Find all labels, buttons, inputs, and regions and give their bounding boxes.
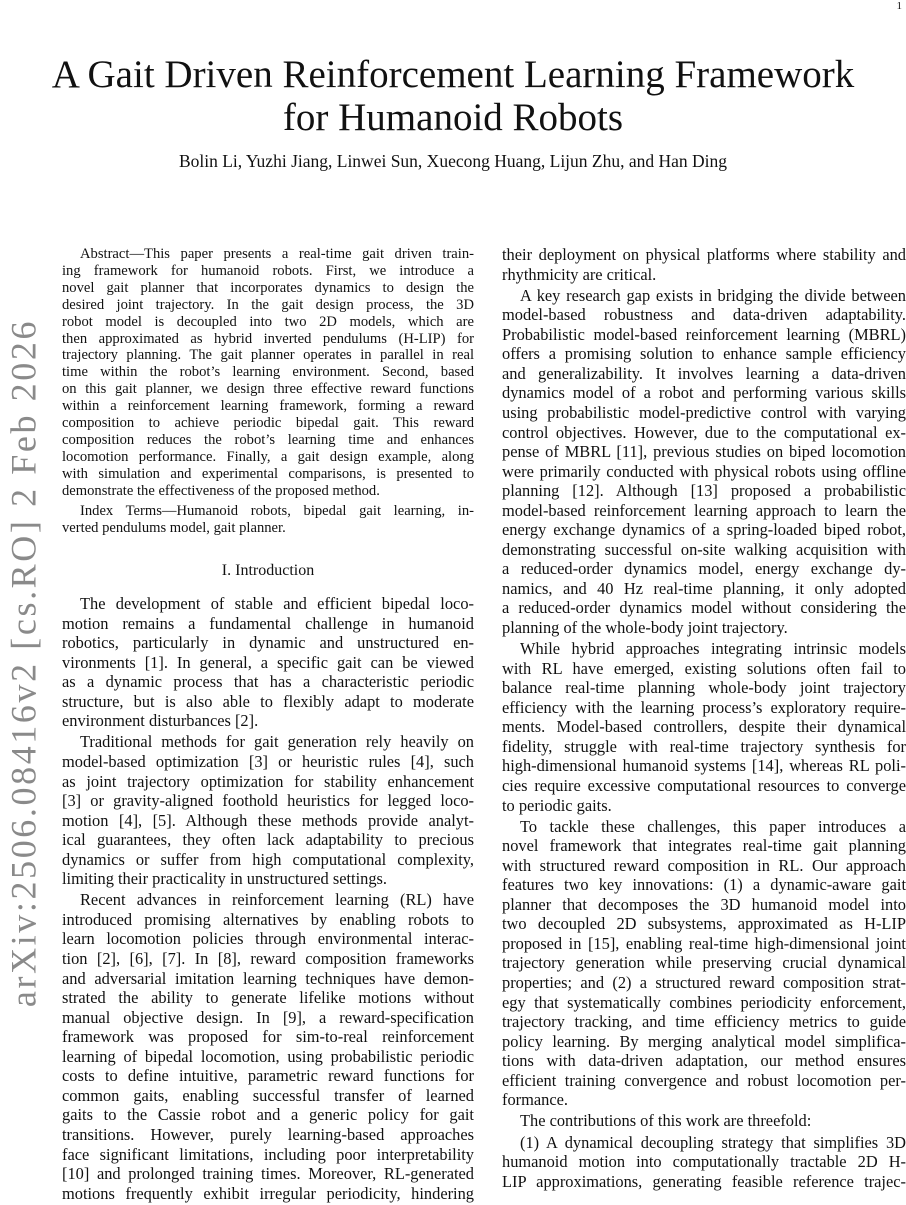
text-line: learning of bipedal locomotion, using probabilistic periodic <box>62 1046 474 1066</box>
introduction-body <box>62 594 474 1205</box>
abstract-paragraph <box>62 246 474 500</box>
text-line: demonstrate the effectiveness of the proposed method. <box>62 482 380 499</box>
text-line: as a dynamic process that has a characteristic periodic <box>62 672 474 692</box>
text-line: efficiency with the learning process’s exploratory require- <box>502 697 906 717</box>
text-line: balance real-time planning whole-body joint trajectory <box>502 678 906 698</box>
text-line: properties; and (2) a structured reward composition strat- <box>502 973 906 993</box>
paragraph <box>62 890 474 1203</box>
abstract <box>62 246 474 500</box>
text-line: then approximated as hybrid inverted pendulums (H-LIP) for <box>62 330 474 347</box>
text-line: policy learning. By merging analytical model simplifica- <box>502 1031 906 1051</box>
text-line: While hybrid approaches integrating intrinsic models <box>520 639 906 659</box>
text-line: model-based reinforcement learning approach to learn the <box>502 500 906 520</box>
text-line: cies require excessive computational resources to converge <box>502 775 906 795</box>
text-line: within a reinforcement learning framework, forming a reward <box>62 398 474 415</box>
text-line: motion remains a fundamental challenge in humanoid <box>62 613 474 633</box>
text-line: composition to achieve periodic bipedal gait. This reward <box>62 415 474 432</box>
text-line: LIP approximations, generating feasible reference trajec- <box>502 1171 906 1191</box>
text-line: Abstract—This paper presents a real-time gait driven train- <box>80 246 474 262</box>
text-line: namics, and 40 Hz real-time planning, it only adopted <box>502 578 906 598</box>
paragraph <box>502 639 906 815</box>
text-line: and generalizability. It involves learning a data-driven <box>502 363 906 383</box>
text-line: motion [4], [5]. Although these methods provide analyt- <box>62 810 474 830</box>
text-line: features two key innovations: (1) a dynamic-aware gait <box>502 875 906 895</box>
text-line: dynamics model of a robot and performing various skills <box>502 383 906 403</box>
paragraph <box>502 817 906 1110</box>
text-line: To tackle these challenges, this paper introduces a <box>520 816 906 836</box>
paragraph <box>502 1111 906 1131</box>
text-line: costs to define intuitive, parametric reward functions for <box>62 1066 474 1086</box>
text-line: planning of the whole-body joint trajectory. <box>502 617 788 637</box>
text-line: face significant limitations, including poor interpretability <box>62 1144 474 1164</box>
text-line: Probabilistic model-based reinforcement learning (MBRL) <box>502 324 906 344</box>
index-terms <box>62 503 474 537</box>
paragraph <box>62 732 474 888</box>
text-line: structure, but is also able to flexibly adapt to moderate <box>62 691 474 711</box>
text-line: offers a promising solution to enhance sample efficiency <box>502 344 906 364</box>
section-heading-introduction: I. Introduction <box>221 562 315 579</box>
text-line: tions with data-driven adaptation, our method ensures <box>502 1051 906 1071</box>
text-line: using probabilistic model-predictive control with varying <box>502 402 906 422</box>
text-line: dynamics or suffer from high computational complexity, <box>62 849 474 869</box>
text-line: high-dimensional humanoid systems [14], whereas RL poli- <box>502 756 906 776</box>
text-line: humanoid motion into computationally tractable 2D H- <box>502 1152 906 1172</box>
text-line: with simulation and experimental comparisons, is presented to <box>62 465 474 482</box>
text-line: composition reduces the robot’s learning time and enhances <box>62 431 474 448</box>
text-line: proposed in [15], enabling real-time high-dimensional joint <box>502 933 906 953</box>
text-line: model-based robustness and data-driven adaptability. <box>502 305 906 325</box>
text-line: (1) A dynamical decoupling strategy that simplifies 3D <box>520 1132 906 1152</box>
text-line: robot model is decoupled into two 2D models, which are <box>62 313 474 330</box>
text-line: learn locomotion policies through environmental interac- <box>62 929 474 949</box>
text-line: two decoupled 2D subsystems, approximated as H-LIP <box>502 914 906 934</box>
text-line: to periodic gaits. <box>502 795 612 815</box>
text-line: gaits to the Cassie robot and a generic policy for gait <box>62 1105 474 1125</box>
text-line: limiting their practicality in unstructured settings. <box>62 869 388 889</box>
text-line: environment disturbances [2]. <box>62 711 259 731</box>
author-list: Bolin Li, Yuzhi Jiang, Linwei Sun, Xuecong Huang, Lijun Zhu, and Han Ding <box>178 151 728 171</box>
arxiv-identifier-stamp: arXiv:2506.08416v2 [cs.RO] 2 Feb 2026 <box>3 318 44 1008</box>
text-line: novel framework that integrates real-time gait planning <box>502 836 906 856</box>
text-line: trajectory tracking, and time efficiency metrics to guide <box>502 1012 906 1032</box>
paragraph <box>502 286 906 638</box>
text-line: framework was proposed for sim-to-real reinforcement <box>62 1027 474 1047</box>
right-column <box>502 245 906 1193</box>
text-line: efficient training convergence and robust locomotion per- <box>502 1070 906 1090</box>
index-terms-paragraph <box>62 503 474 537</box>
text-line: pense of MBRL [11], previous studies on biped locomotion <box>502 442 906 462</box>
text-line: Traditional methods for gait generation rely heavily on <box>80 732 474 752</box>
text-line: time within the robot’s learning environment. Second, based <box>62 364 474 381</box>
text-line: rhythmicity are critical. <box>502 264 657 284</box>
text-line: and adversarial imitation learning techniques have demon- <box>62 968 474 988</box>
text-line: a reduced-order dynamics model, energy exchange dy- <box>502 559 906 579</box>
text-line: desired joint trajectory. In the gait design process, the 3D <box>62 296 474 313</box>
text-line: model-based optimization [3] or heuristic rules [4], such <box>62 751 474 771</box>
text-line: The contributions of this work are threefold: <box>520 1111 812 1131</box>
text-line: ments. Model-based controllers, despite their dynamical <box>502 717 906 737</box>
text-line: motions frequently exhibit irregular periodicity, hindering <box>62 1183 474 1203</box>
text-line: Index Terms—Humanoid robots, bipedal gait learning, in- <box>80 503 474 519</box>
text-line: ical guarantees, they often lack adaptability to precious <box>62 830 474 850</box>
text-line: [10] and prolonged training times. Moreover, RL-generated <box>62 1164 474 1184</box>
text-line: trajectory generation while preserving crucial dynamical <box>502 953 906 973</box>
text-line: transitions. However, purely learning-based approaches <box>62 1124 474 1144</box>
text-line: The development of stable and efficient bipedal loco- <box>80 594 474 613</box>
text-line: verted pendulums model, gait planner. <box>62 519 286 536</box>
text-line: a reduced-order dynamics model without considering the <box>502 598 906 618</box>
text-line: robotics, particularly in dynamic and unstructured en- <box>62 633 474 653</box>
paper-title <box>0 53 906 139</box>
paragraph <box>502 1133 906 1192</box>
text-line: with RL have emerged, existing solutions often fail to <box>502 658 906 678</box>
paragraph <box>502 245 906 284</box>
text-line: strated the ability to generate lifelike motions without <box>62 988 474 1008</box>
text-line: formance. <box>502 1090 568 1110</box>
text-line: vironments [1]. In general, a specific gait can be viewed <box>62 652 474 672</box>
title-line: A Gait Driven Reinforcement Learning Framework <box>51 53 855 96</box>
text-line: manual objective design. In [9], a reward-specification <box>62 1007 474 1027</box>
text-line: control objectives. However, due to the computational ex- <box>502 422 906 442</box>
text-line: Recent advances in reinforcement learning (RL) have <box>80 890 474 910</box>
page-number: 1 <box>896 0 902 12</box>
text-line: [3] or gravity-aligned foothold heuristics for legged loco- <box>62 791 474 811</box>
text-line: novel gait planner that incorporates dynamics to design the <box>62 279 474 296</box>
text-line: A key research gap exists in bridging the divide between <box>520 285 906 305</box>
text-line: ing framework for humanoid robots. First, we introduce a <box>62 262 474 279</box>
text-line: introduced promising alternatives by enabling robots to <box>62 909 474 929</box>
text-line: locomotion performance. Finally, a gait design example, along <box>62 448 474 465</box>
text-line: egy that systematically combines periodicity enforcement, <box>502 992 906 1012</box>
text-line: planner that decomposes the 3D humanoid model into <box>502 894 906 914</box>
text-line: their deployment on physical platforms where stability and <box>502 245 906 264</box>
text-line: with structured reward composition in RL. Our approach <box>502 855 906 875</box>
text-line: were primarily conducted with physical robots using offline <box>502 461 906 481</box>
text-line: common gaits, enabling successful transfer of learned <box>62 1085 474 1105</box>
text-line: trajectory planning. The gait planner operates in parallel in real <box>62 347 474 364</box>
text-line: demonstrating successful on-site walking acquisition with <box>502 539 906 559</box>
text-line: on this gait planner, we design three effective reward functions <box>62 381 474 398</box>
text-line: planning [12]. Although [13] proposed a probabilistic <box>502 481 906 501</box>
text-line: energy exchange dynamics of a spring-loaded biped robot, <box>502 520 906 540</box>
text-line: fidelity, struggle with real-time trajectory synthesis for <box>502 736 906 756</box>
paragraph <box>62 594 474 731</box>
text-line: tion [2], [6], [7]. In [8], reward composition frameworks <box>62 949 474 969</box>
title-line: for Humanoid Robots <box>282 96 624 139</box>
text-line: as joint trajectory optimization for stability enhancement <box>62 771 474 791</box>
